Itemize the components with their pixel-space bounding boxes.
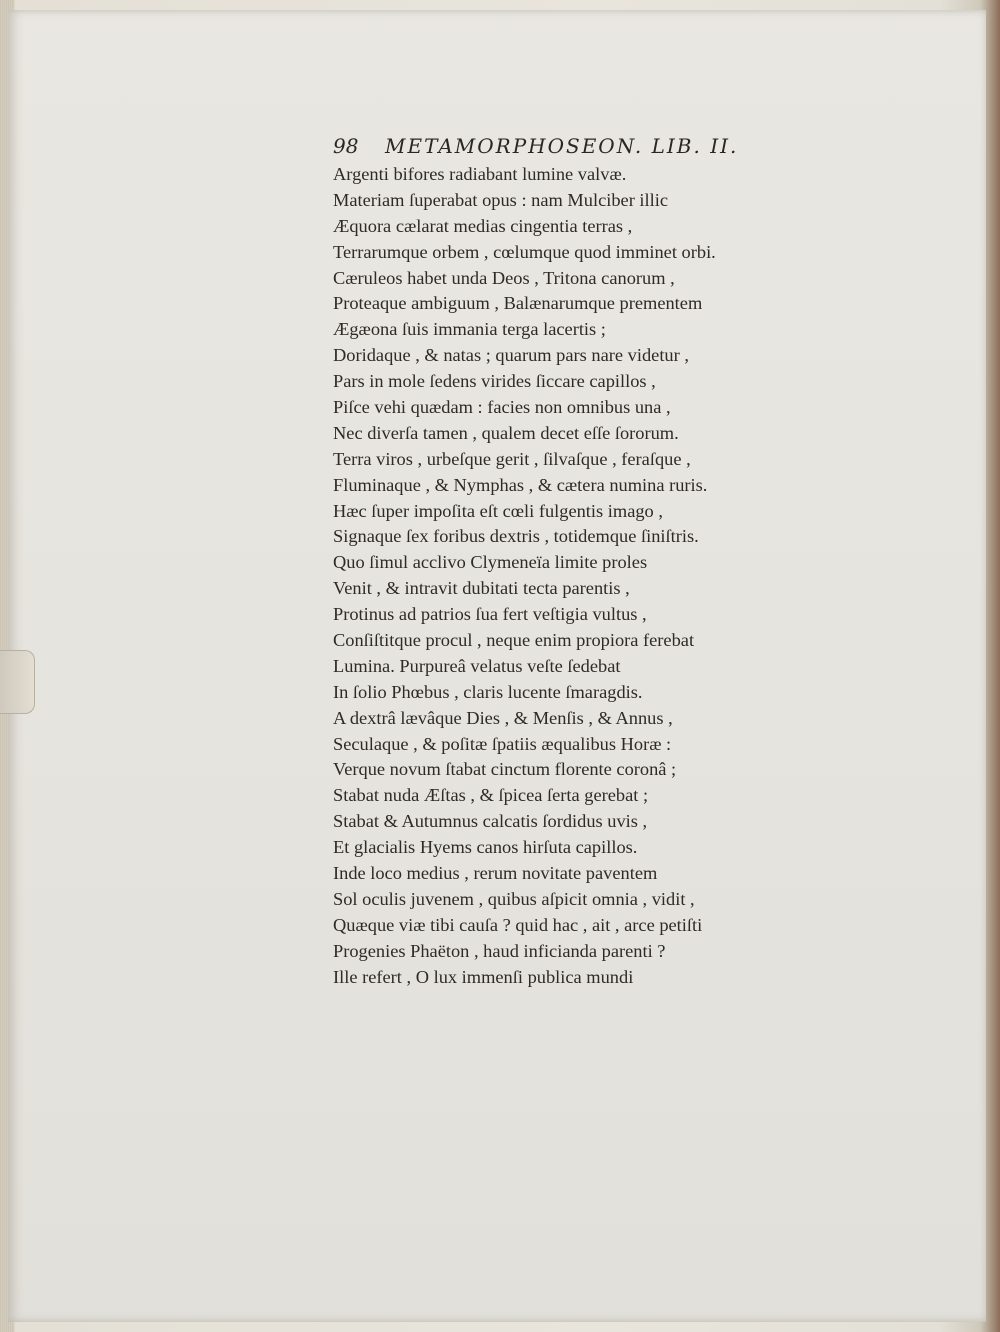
verse-line: Pars in mole ſedens virides ſiccare capillos , xyxy=(333,371,656,392)
verse-line: Piſce vehi quædam : facies non omnibus una , xyxy=(333,397,671,418)
verse-line: Verque novum ſtabat cinctum florente coronâ ; xyxy=(333,759,677,780)
verse-line: Quæque viæ tibi cauſa ? quid hac , ait , arce petiſti xyxy=(333,914,703,935)
verse-line: Hæc ſuper impoſita eſt cœli fulgentis imago , xyxy=(333,500,663,521)
verse-line: In ſolio Phœbus , claris lucente ſmaragdis. xyxy=(333,681,643,702)
verse-line: Ægæona ſuis immania terga lacertis ; xyxy=(333,319,606,340)
verse-line: Ille refert , O lux immenſi publica mundi xyxy=(333,966,634,987)
verse-line: Cæruleos habet unda Deos , Tritona canorum , xyxy=(333,267,675,288)
verse-line: Doridaque , & natas ; quarum pars nare videtur , xyxy=(333,345,689,366)
verse-line: Inde loco medius , rerum novitate paventem xyxy=(333,863,658,884)
verse-line: Fluminaque , & Nymphas , & cætera numina ruris. xyxy=(333,474,708,495)
verse-line: Quo ſimul acclivo Clymeneïa limite proles xyxy=(333,552,648,573)
verse-line: Signaque ſex foribus dextris , totidemque ſiniſtris. xyxy=(333,526,699,547)
verse-line: Et glacialis Hyems canos hirſuta capillos. xyxy=(333,837,638,858)
verse-line: A dextrâ lævâque Dies , & Menſis , & Annus , xyxy=(333,707,673,728)
verse-text xyxy=(333,162,813,991)
verse-line: Stabat & Autumnus calcatis ſordidus uvis , xyxy=(333,811,648,832)
page-tab xyxy=(0,650,35,714)
verse-line: Venit , & intravit dubitati tecta parentis , xyxy=(333,578,630,599)
verse-line: Lumina. Purpureâ velatus veſte ſedebat xyxy=(333,655,621,676)
running-title: METAMORPHOSEON. LIB. II. xyxy=(385,134,739,158)
verse-line: Protinus ad patrios ſua fert veſtigia vultus , xyxy=(333,604,647,625)
verse-line: Nec diverſa tamen , qualem decet eſſe ſororum. xyxy=(333,422,679,443)
verse-line: Argenti bifores radiabant lumine valvæ. xyxy=(333,164,627,184)
page-number: 98 xyxy=(333,134,359,158)
running-head xyxy=(333,134,813,158)
verse-line: Proteaque ambiguum , Balænarumque prementem xyxy=(333,293,703,314)
verse-line: Sol oculis juvenem , quibus aſpicit omnia , vidit , xyxy=(333,888,695,909)
verse-line: Æquora cælarat medias cingentia terras , xyxy=(333,215,633,236)
verse-line: Seculaque , & poſitæ ſpatiis æqualibus Horæ : xyxy=(333,733,672,754)
verse-line: Terra viros , urbeſque gerit , ſilvaſque , feraſque , xyxy=(333,448,691,469)
verse-line: Terrarumque orbem , cœlumque quod imminet orbi. xyxy=(333,241,716,262)
verse-line: Progenies Phaëton , haud inficianda parenti ? xyxy=(333,940,666,961)
verse-line: Stabat nuda Æſtas , & ſpicea ſerta gerebat ; xyxy=(333,785,649,806)
verse-line: Conſiſtitque procul , neque enim propiora ferebat xyxy=(333,630,695,651)
verse-line: Materiam ſuperabat opus : nam Mulciber illic xyxy=(333,189,669,210)
